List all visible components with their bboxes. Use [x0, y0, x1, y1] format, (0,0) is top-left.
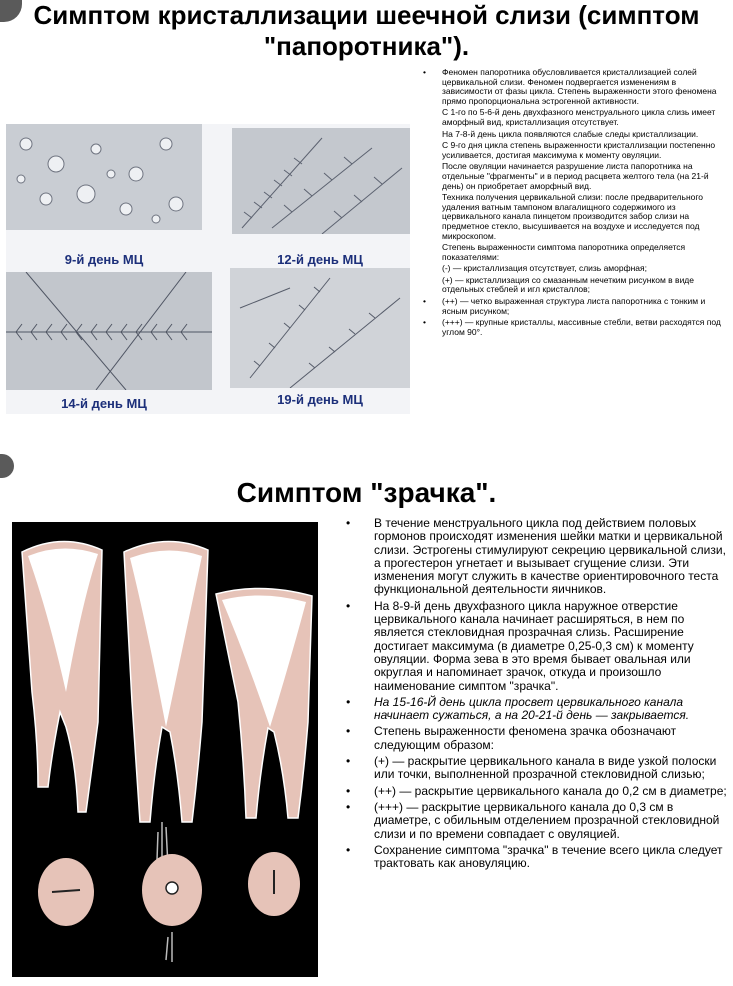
cervix-illustration	[12, 522, 318, 977]
fern-paragraph: (+) — кристаллизация со смазанным нечетким рисунком в виде отдельных стеблей и игл кристаллов;	[442, 274, 694, 295]
photo-caption: 12-й день МЦ	[277, 252, 363, 267]
pupil-paragraph: • На 15-16-Й день цикла просвет цервикального канала начинает сужаться, а на 20-21-й день — закрывается.	[346, 694, 690, 723]
pupil-paragraph: • Сохранение симптома "зрачка" в течение всего цикла следует трактовать как ановуляцию.	[346, 842, 723, 871]
fern-photo-day19	[230, 268, 410, 388]
fern-photo-grid	[6, 124, 410, 414]
fern-paragraph: Техника получения цервикальной слизи: после предварительного удаления ватным тампоном влагалищного содержимого из цервикального канала пинцетом производится забор слизи на предметное стекло, высушивается на воздухе и исследуется под микроскопом.	[442, 192, 704, 241]
fern-paragraph: С 1-го по 5-6-й день двухфазного менструального цикла слизь имеет аморфный вид, кристаллизация отсутствует.	[442, 107, 716, 127]
fern-paragraph: • Феномен папоротника обусловливается кристаллизацией солей цервикальной слизи. Феномен подвергается изменениям в зависимости от фазы цикла. Степень выраженности этого феномена прямо пропорциональна эстрогенной активности.	[423, 67, 717, 106]
photo-caption: 9-й день МЦ	[64, 252, 144, 267]
fern-text-block	[420, 68, 728, 339]
fern-paragraph: Степень выраженности симптома папоротника определяется показателями:	[442, 242, 686, 262]
pupil-text-block	[340, 517, 732, 873]
photo-caption: 19-й день МЦ	[277, 392, 363, 407]
pupil-paragraph: • (+) — раскрытие цервикального канала в виде узкой полоски или точки, выполненной прозрачной стекловидной слизью;	[346, 754, 717, 782]
pupil-paragraph: • В течение менструального цикла под действием половых гормонов происходят изменения шейки матки и цервикальной слизи. Эстрогены стимулируют секрецию цервикальной слизи, а прогестерон угнетает и вызывает сгущение слизи. Эти изменения могут служить в качестве ориентировочного теста функциональной деятельности яичников.	[346, 516, 726, 597]
pupil-paragraph: • (+++) — раскрытие цервикального канала до 0,3 см в диаметре, с обильным отделением прозрачной стекловидной слизи и по времени совпадает с овуляцией.	[346, 799, 720, 841]
fern-paragraph: После овуляции начинается разрушение листа папоротника на отдельные "фрагменты" и в период расцвета желтого тела (на 21-й день) он приобретает аморфный вид.	[442, 161, 709, 191]
photo-caption: 14-й день МЦ	[61, 396, 147, 411]
fern-photo-day9	[6, 124, 202, 230]
fern-paragraph: • (++) — четко выраженная структура листа папоротника с тонким и ясным рисунком;	[423, 296, 706, 316]
fern-symptom-title: Симптом кристаллизации шеечной слизи (симптом "папоротника").	[33, 0, 700, 61]
fern-photo-day14	[6, 272, 212, 390]
pupil-symptom-title: Симптом "зрачка".	[236, 477, 497, 508]
pupil-paragraph: • Степень выраженности феномена зрачка обозначают следующим образом:	[346, 724, 677, 752]
pupil-paragraph: • На 8-9-й день двухфазного цикла наружное отверстие цервикального канала начинает расширяться, в нем по является стекловидная прозрачная слизь. Расширение достигает максимума (в диаметре 0,25-0,3 см) к моменту овуляции. Форма зева в это время бывает овальная или округлая и напоминает зрачок, откуда и произошло наименование симптом "зрачка".	[346, 598, 694, 693]
fern-paragraph: На 7-8-й день цикла появляются слабые следы кристаллизации.	[442, 128, 699, 139]
fern-paragraph: С 9-го дня цикла степень выраженности кристаллизации постепенно усиливается, достигая максимума к моменту овуляции.	[442, 140, 716, 160]
fern-photo-day12	[232, 128, 410, 234]
pupil-paragraph: • (++) — раскрытие цервикального канала до 0,2 см в диаметре;	[346, 783, 727, 798]
fern-paragraph: • (+++) — крупные кристаллы, массивные стебли, ветви расходятся под углом 90°.	[423, 317, 721, 337]
fern-paragraph: (-) — кристаллизация отсутствует, слизь аморфная;	[442, 263, 647, 274]
